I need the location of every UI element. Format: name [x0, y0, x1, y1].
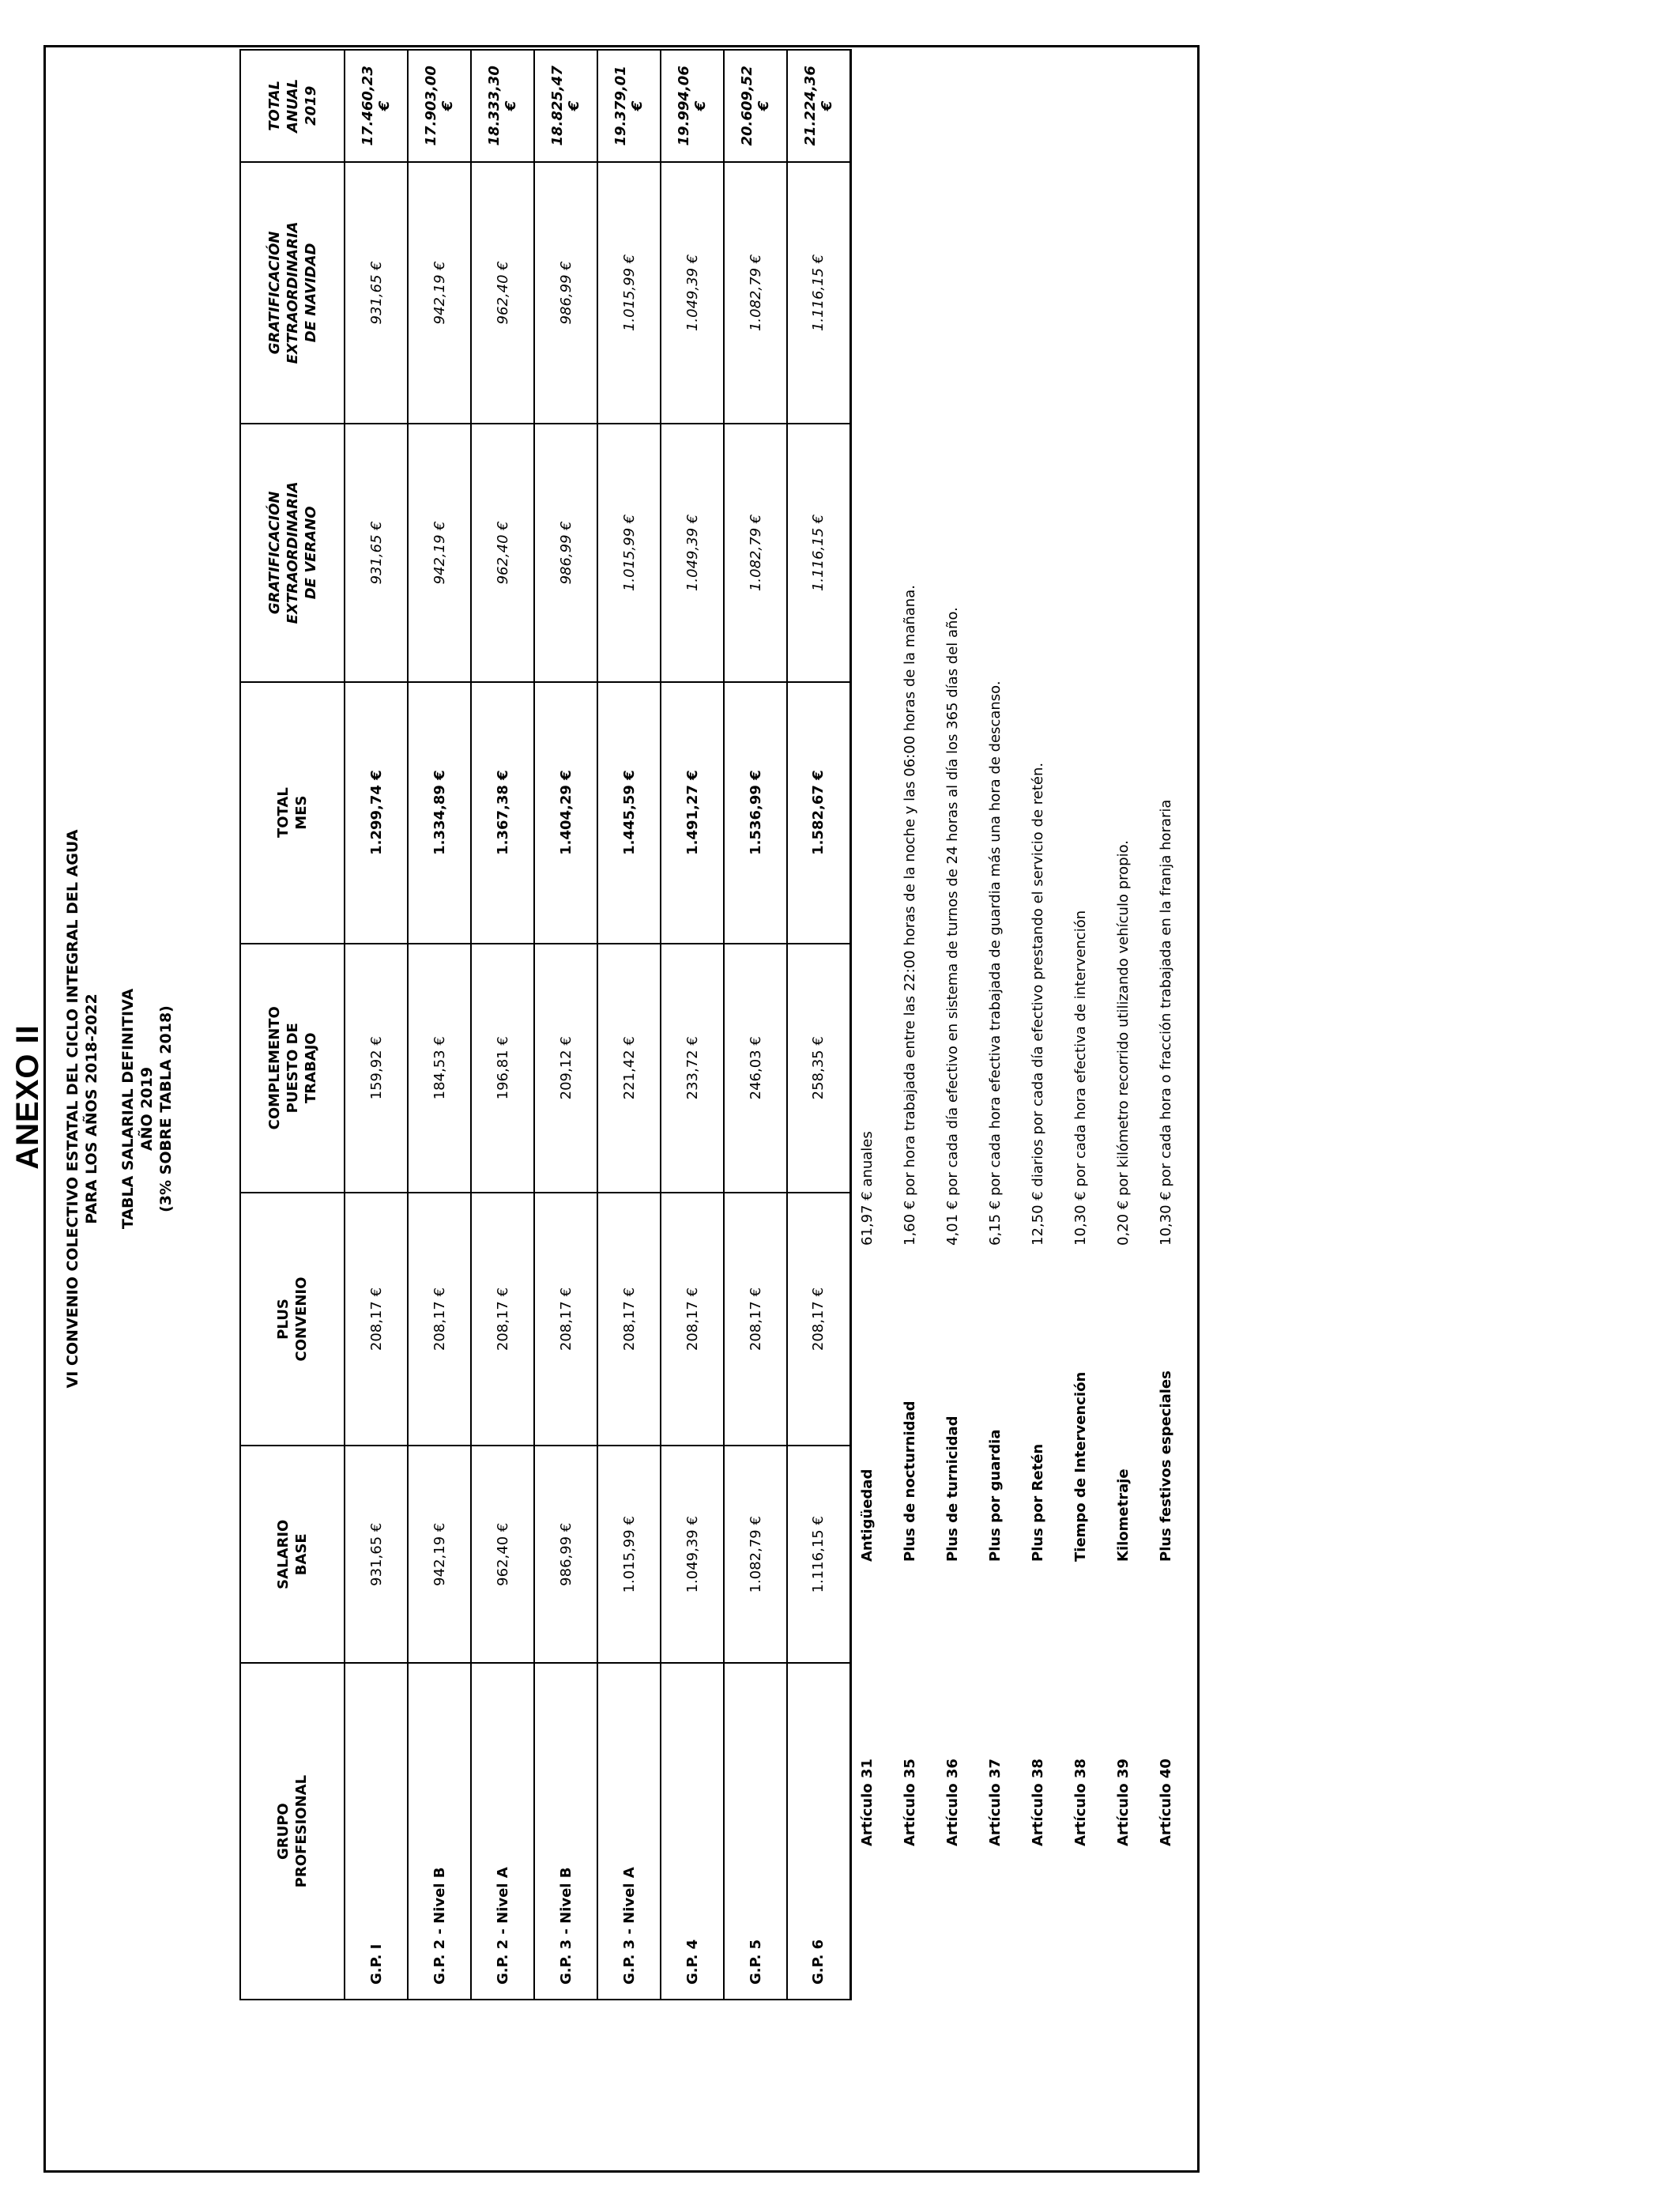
cell-grat-navidad: 1.082,79 € [724, 162, 787, 424]
note-description: 10,30 € por cada hora o fracción trabajada en la franja horaria [1158, 799, 1174, 1246]
cell-grat-verano: 931,65 € [345, 424, 408, 681]
cell-grat-verano: 986,99 € [534, 424, 597, 681]
table-row [408, 50, 471, 2000]
cell-plus-convenio: 208,17 € [724, 1193, 787, 1446]
cell-plus-convenio: 208,17 € [534, 1193, 597, 1446]
note-description: 10,30 € por cada hora efectiva de intervención [1072, 910, 1089, 1246]
cell-complemento: 246,03 € [724, 944, 787, 1193]
col-header-total-mes: TOTAL MES [240, 682, 345, 944]
table-header-row [240, 50, 345, 2000]
cell-plus-convenio: 208,17 € [787, 1193, 850, 1446]
note-name: Tiempo de Intervención [1072, 1371, 1089, 1562]
cell-total-mes: 1.536,99 € [724, 682, 787, 944]
header-line-convenio: VI CONVENIO COLECTIVO ESTATAL DEL CICLO INTEGRAL DEL AGUA [64, 829, 81, 1389]
cell-grat-navidad: 1.049,39 € [661, 162, 724, 424]
header-line-years: PARA LOS AÑOS 2018-2022 [83, 993, 100, 1224]
cell-total-anual: 19.379,01 € [597, 50, 661, 162]
cell-salario-base: 1.082,79 € [724, 1446, 787, 1663]
note-article: Artículo 31 [859, 1759, 876, 1846]
cell-grat-verano: 1.015,99 € [597, 424, 661, 681]
note-description: 12,50 € diarios por cada día efectivo prestando el servicio de retén. [1030, 762, 1046, 1246]
col-header-salario-base: SALARIO BASE [240, 1446, 345, 1663]
cell-grat-verano: 1.049,39 € [661, 424, 724, 681]
page-title: ANEXO II [9, 1024, 45, 1170]
cell-plus-convenio: 208,17 € [661, 1193, 724, 1446]
cell-salario-base: 931,65 € [345, 1446, 408, 1663]
cell-plus-convenio: 208,17 € [408, 1193, 471, 1446]
cell-complemento: 196,81 € [471, 944, 534, 1193]
cell-grupo: G.P. I [345, 1663, 408, 2000]
cell-salario-base: 962,40 € [471, 1446, 534, 1663]
col-header-grat-navidad: GRATIFICACIÓN EXTRAORDINARIA DE NAVIDAD [240, 162, 345, 424]
cell-grupo: G.P. 6 [787, 1663, 850, 2000]
cell-total-mes: 1.334,89 € [408, 682, 471, 944]
table-row [787, 50, 850, 2000]
cell-grupo: G.P. 3 - Nivel A [597, 1663, 661, 2000]
header-line-table-title: TABLA SALARIAL DEFINITIVA [119, 988, 137, 1230]
note-name: Plus de turnicidad [944, 1416, 961, 1562]
cell-grupo: G.P. 4 [661, 1663, 724, 2000]
cell-grat-verano: 1.082,79 € [724, 424, 787, 681]
cell-complemento: 159,92 € [345, 944, 408, 1193]
table-row [471, 50, 534, 2000]
note-description: 1,60 € por hora trabajada entre las 22:00 horas de la noche y las 06:00 horas de la mañana. [902, 585, 918, 1246]
cell-total-mes: 1.491,27 € [661, 682, 724, 944]
table-row [597, 50, 661, 2000]
cell-grat-navidad: 1.116,15 € [787, 162, 850, 424]
cell-grat-navidad: 942,19 € [408, 162, 471, 424]
note-description: 61,97 € anuales [859, 1131, 876, 1246]
table-row [724, 50, 787, 2000]
cell-salario-base: 1.116,15 € [787, 1446, 850, 1663]
cell-total-mes: 1.582,67 € [787, 682, 850, 944]
cell-salario-base: 1.049,39 € [661, 1446, 724, 1663]
note-article: Artículo 40 [1158, 1759, 1174, 1846]
cell-complemento: 258,35 € [787, 944, 850, 1193]
cell-grat-verano: 942,19 € [408, 424, 471, 681]
cell-complemento: 233,72 € [661, 944, 724, 1193]
col-header-total-anual: TOTAL ANUAL 2019 [240, 50, 345, 162]
cell-complemento: 209,12 € [534, 944, 597, 1193]
cell-plus-convenio: 208,17 € [471, 1193, 534, 1446]
cell-total-anual: 19.994,06 € [661, 50, 724, 162]
cell-plus-convenio: 208,17 € [597, 1193, 661, 1446]
cell-total-mes: 1.367,38 € [471, 682, 534, 944]
cell-salario-base: 1.015,99 € [597, 1446, 661, 1663]
cell-grat-navidad: 931,65 € [345, 162, 408, 424]
cell-salario-base: 986,99 € [534, 1446, 597, 1663]
document-frame [43, 45, 1200, 2173]
cell-total-anual: 18.825,47 € [534, 50, 597, 162]
col-header-grat-verano: GRATIFICACIÓN EXTRAORDINARIA DE VERANO [240, 424, 345, 681]
note-name: Kilometraje [1115, 1468, 1132, 1562]
cell-grupo: G.P. 5 [724, 1663, 787, 2000]
cell-total-anual: 17.460,23 € [345, 50, 408, 162]
cell-total-anual: 21.224,36 € [787, 50, 850, 162]
cell-grat-navidad: 1.015,99 € [597, 162, 661, 424]
cell-total-mes: 1.445,59 € [597, 682, 661, 944]
cell-complemento: 184,53 € [408, 944, 471, 1193]
note-article: Artículo 38 [1030, 1759, 1046, 1846]
note-name: Plus festivos especiales [1158, 1370, 1174, 1562]
note-description: 4,01 € por cada día efectivo en sistema de turnos de 24 horas al día los 365 días del año. [944, 607, 961, 1246]
note-article: Artículo 38 [1072, 1759, 1089, 1846]
cell-complemento: 221,42 € [597, 944, 661, 1193]
cell-total-mes: 1.404,29 € [534, 682, 597, 944]
cell-salario-base: 942,19 € [408, 1446, 471, 1663]
cell-grat-navidad: 962,40 € [471, 162, 534, 424]
cell-total-mes: 1.299,74 € [345, 682, 408, 944]
note-name: Plus de nocturnidad [902, 1400, 918, 1562]
note-name: Plus por Retén [1030, 1443, 1046, 1562]
cell-plus-convenio: 208,17 € [345, 1193, 408, 1446]
note-description: 0,20 € por kilómetro recorrido utilizando vehículo propio. [1115, 840, 1132, 1246]
document-header [63, 47, 175, 2170]
col-header-grupo: GRUPO PROFESIONAL [240, 1663, 345, 2000]
note-article: Artículo 39 [1115, 1759, 1132, 1846]
header-line-year: AÑO 2019 [138, 1066, 156, 1152]
cell-grat-verano: 962,40 € [471, 424, 534, 681]
cell-total-anual: 17.903,00 € [408, 50, 471, 162]
cell-grat-navidad: 986,99 € [534, 162, 597, 424]
note-article: Artículo 35 [902, 1759, 918, 1846]
note-name: Antigüedad [859, 1468, 876, 1562]
col-header-plus-convenio: PLUS CONVENIO [240, 1193, 345, 1446]
cell-total-anual: 18.333,30 € [471, 50, 534, 162]
note-article: Artículo 36 [944, 1759, 961, 1846]
note-name: Plus por guardia [987, 1429, 1004, 1562]
cell-grupo: G.P. 3 - Nivel B [534, 1663, 597, 2000]
cell-grupo: G.P. 2 - Nivel B [408, 1663, 471, 2000]
cell-grupo: G.P. 2 - Nivel A [471, 1663, 534, 2000]
note-description: 6,15 € por cada hora efectiva trabajada de guardia más una hora de descanso. [987, 680, 1004, 1246]
salary-table [239, 49, 852, 2000]
cell-total-anual: 20.609,52 € [724, 50, 787, 162]
table-row [534, 50, 597, 2000]
header-line-percent: (3% SOBRE TABLA 2018) [157, 1005, 175, 1212]
table-row [345, 50, 408, 2000]
col-header-complemento: COMPLEMENTO PUESTO DE TRABAJO [240, 944, 345, 1193]
cell-grat-verano: 1.116,15 € [787, 424, 850, 681]
note-article: Artículo 37 [987, 1759, 1004, 1846]
table-row [661, 50, 724, 2000]
